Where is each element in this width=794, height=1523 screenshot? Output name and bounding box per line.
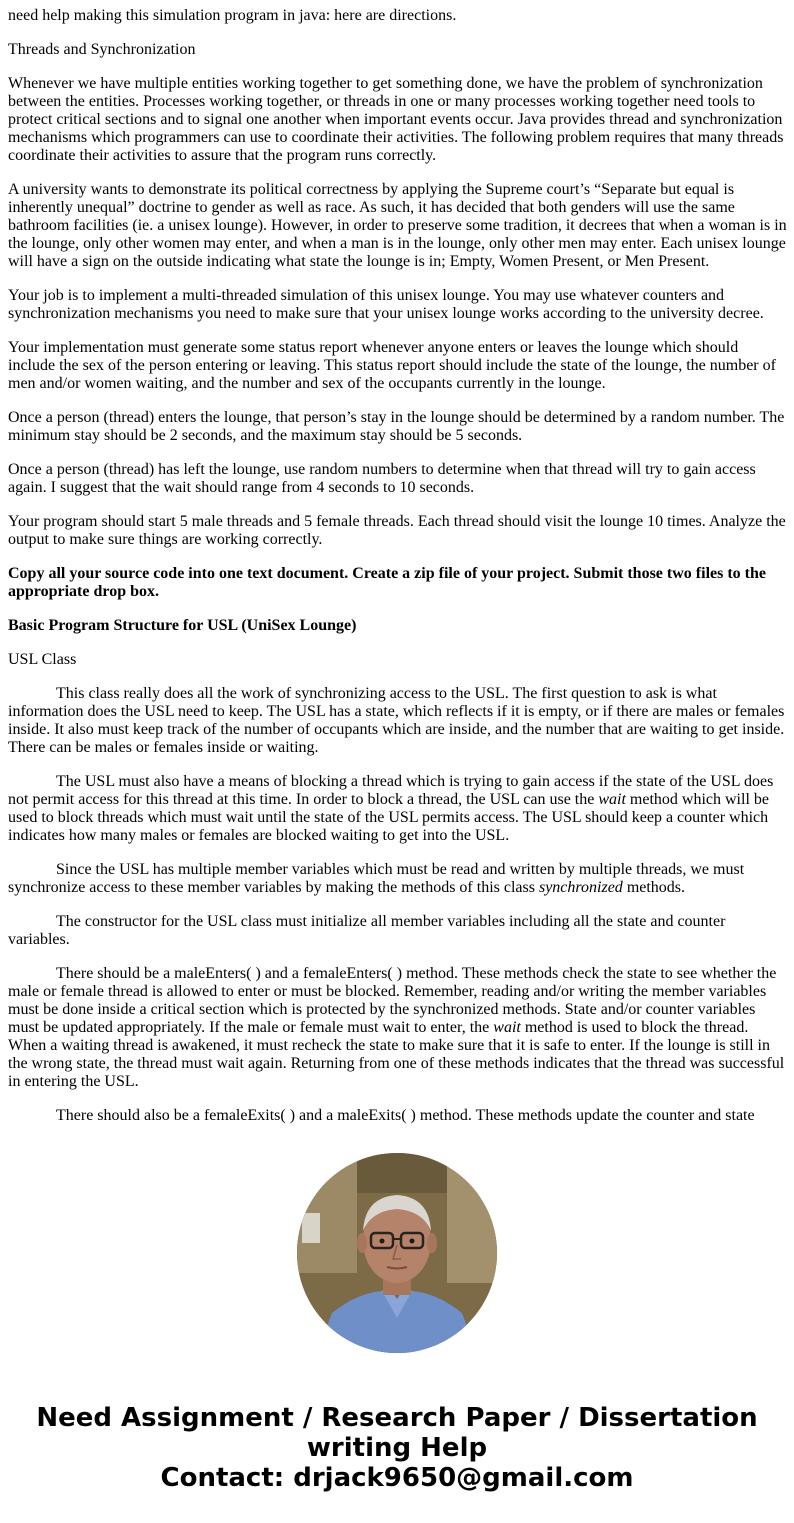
paragraph-enter-methods: There should be a maleEnters( ) and a femaleEnters( ) method. These methods check the state to see whether the male or female thread is allowed to enter or must be blocked. Remember, reading and/or writing the member variables must be done inside a critical section which is protected by the synchronized methods. State and/or counter variables must be updated appropriately. If the male or female must wait to enter, the wait method is used to block the thread. When a waiting thread is awakened, it must recheck the state to make sure that it is safe to enter. If the lounge is still in the wrong state, the thread must wait again. Returning from one of these methods indicates that the thread was successful in entering the USL. <box>8 965 785 1090</box>
section-heading: Threads and Synchronization <box>8 41 196 58</box>
usl-class-heading: USL Class <box>8 651 77 668</box>
paragraph-stay-duration: Once a person (thread) enters the lounge, that person’s stay in the lounge should be determined by a random number. The minimum stay should be 2 seconds, and the maximum stay should be 5 seconds. <box>8 409 785 444</box>
paragraph-university: A university wants to demonstrate its political correctness by applying the Supreme court’s “Separate but equal is inherently unequal” doctrine to gender as well as race. As such, it has decided that both genders will use the same bathroom facilities (ie. a unisex lounge). However, in order to preserve some tradition, it decrees that when a woman is in the lounge, only other women may enter, and when a man is in the lounge, only other men may enter. Each unisex lounge will have a sign on the outside indicating what state the lounge is in; Empty, Women Present, or Men Present. <box>8 181 787 270</box>
paragraph-usl-constructor: The constructor for the USL class must initialize all member variables including all the state and counter variables. <box>8 913 726 948</box>
document-body <box>8 7 787 1124</box>
footer-line-1: Need Assignment / Research Paper / Dissertation <box>36 1403 758 1433</box>
submission-instructions: Copy all your source code into one text document. Create a zip file of your project. Submit those two files to the appropriate drop box. <box>8 565 766 600</box>
paragraph-synchronization: Whenever we have multiple entities working together to get something done, we have the problem of synchronization between the entities. Processes working together, or threads in one or many processes working together need tools to protect critical sections and to signal one another when important events occur. Java provides thread and synchronization mechanisms which programmers can use to coordinate their activities. The following problem requires that many threads coordinate their activities to assure that the program runs correctly. <box>8 75 784 164</box>
paragraph-retry-wait: Once a person (thread) has left the lounge, use random numbers to determine when that thread will try to gain access again. I suggest that the wait should range from 4 seconds to 10 seconds. <box>8 461 756 496</box>
author-photo <box>297 1153 497 1353</box>
paragraph-usl-blocking: The USL must also have a means of blocking a thread which is trying to gain access if the state of the USL does not permit access for this thread at this time. In order to block a thread, the USL can use the wait method which will be used to block threads which must wait until the state of the USL permits access. The USL should keep a counter which indicates how many males or females are blocked waiting to get into the USL. <box>8 773 774 844</box>
paragraph-usl-synchronized: Since the USL has multiple member variables which must be read and written by multiple threads, we must synchronize access to these member variables by making the methods of this class synchronized methods. <box>8 861 745 896</box>
footer-line-2: writing Help <box>306 1433 488 1463</box>
paragraph-usl-state: This class really does all the work of synchronizing access to the USL. The first question to ask is what information does the USL need to keep. The USL has a state, which reflects if it is empty, or if there are males or females inside. It also must keep track of the number of occupants which are inside, and the number that are waiting to get inside. There can be males or females inside or waiting. <box>8 685 785 756</box>
advertisement-footer <box>0 1403 794 1493</box>
intro-line: need help making this simulation program in java: here are directions. <box>8 7 457 24</box>
paragraph-thread-count: Your program should start 5 male threads and 5 female threads. Each thread should visit the lounge 10 times. Analyze the output to make sure things are working correctly. <box>8 513 786 548</box>
program-structure-heading: Basic Program Structure for USL (UniSex Lounge) <box>8 617 357 634</box>
paragraph-exit-methods: There should also be a femaleExits( ) and a maleExits( ) method. These methods update the counter and state <box>56 1107 755 1124</box>
footer-contact: Contact: drjack9650@gmail.com <box>160 1463 634 1493</box>
paragraph-job: Your job is to implement a multi-threaded simulation of this unisex lounge. You may use whatever counters and synchronization mechanisms you need to make sure that your unisex lounge works according to the university decree. <box>8 287 764 322</box>
paragraph-status-report: Your implementation must generate some status report whenever anyone enters or leaves the lounge which should include the sex of the person entering or leaving. This status report should include the state of the lounge, the number of men and/or women waiting, and the number and sex of the occupants currently in the lounge. <box>8 339 776 392</box>
